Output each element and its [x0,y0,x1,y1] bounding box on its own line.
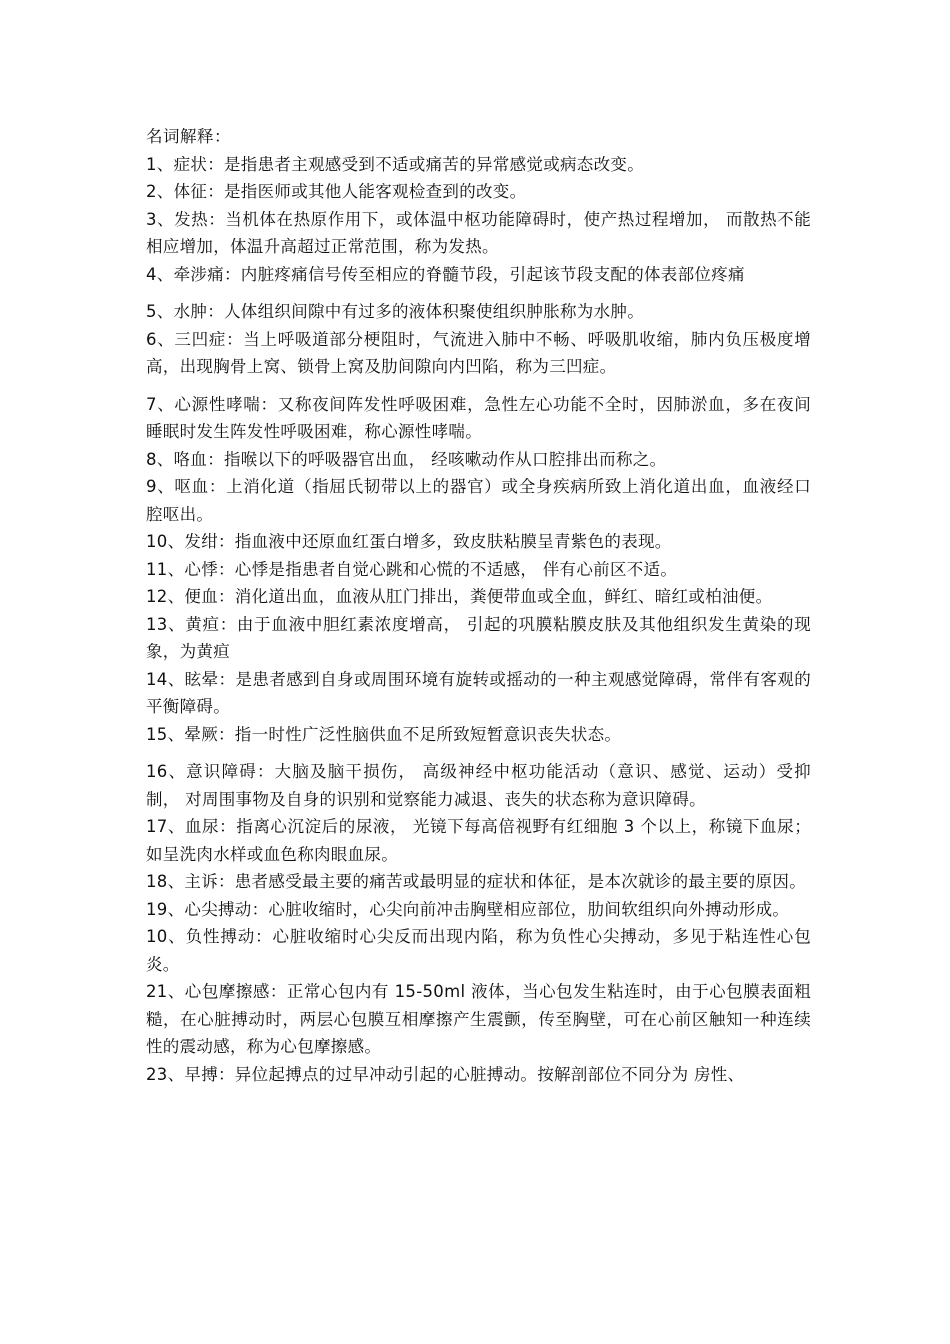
term-entry-5: 5、水肿：人体组织间隙中有过多的液体积聚使组织肿胀称为水肿。 [146,302,644,321]
term-entry-19: 19、心尖搏动：心脏收缩时，心尖向前冲击胸壁相应部位，肋间软组织向外搏动形成。 [146,899,790,919]
term-entry-8: 8、咯血：指喉以下的呼吸器官出血， 经咳嗽动作从口腔排出而称之。 [146,449,667,469]
section-heading: 名词解释： [146,127,231,146]
term-entry-13: 13、黄疸：由于血液中胆红素浓度增高， 引起的巩膜粘膜皮肤及其他组织发生黄染的现象，为黄疸 [146,614,811,661]
term-entry-9: 9、呕血：上消化道（指屈氏韧带以上的器官）或全身疾病所致上消化道出血，血液经口腔呕出。 [146,477,811,524]
term-entry-23: 23、早搏：异位起搏点的过早冲动引起的心脏搏动。按解剖部位不同分为 房性、 [146,1064,745,1084]
term-entry-20: 10、负性搏动：心脏收缩时心尖反而出现内陷，称为负性心尖搏动，多见于粘连性心包炎。 [146,927,811,974]
term-entry-7: 7、心源性哮喘：又称夜间阵发性呼吸困难，急性左心功能不全时，因肺淤血，多在夜间睡眠时发生阵发性呼吸困难，称心源性哮喘。 [146,394,811,441]
term-entry-6: 6、三凹症：当上呼吸道部分梗阻时，气流进入肺中不畅、呼吸肌收缩，肺内负压极度增高，出现胸骨上窝、锁骨上窝及肋间隙向内凹陷，称为三凹症。 [146,329,811,376]
term-entry-4: 4、牵涉痛：内脏疼痛信号传至相应的脊髓节段，引起该节段支配的体表部位疼痛 [146,264,745,284]
term-entry-11: 11、心悸：心悸是指患者自觉心跳和心慌的不适感， 伴有心前区不适。 [146,559,678,579]
term-entry-10: 10、发绀：指血液中还原血红蛋白增多，致皮肤粘膜呈青紫色的表现。 [146,532,672,551]
term-entry-12: 12、便血：消化道出血，血液从肛门排出，粪便带血或全血，鲜红、暗红或柏油便。 [146,587,773,606]
term-entry-21: 21、心包摩擦感：正常心包内有 15-50ml 液体，当心包发生粘连时，由于心包膜表面粗糙，在心脏搏动时，两层心包膜互相摩擦产生震颤，传至胸壁，可在心前区触知一种连续性的震动感，称为心包摩擦感。 [146,982,811,1056]
term-entry-16: 16、意识障碍：大脑及脑干损伤， 高级神经中枢功能活动（意识、感觉、运动）受抑制， 对周围事物及自身的识别和觉察能力减退、丧失的状态称为意识障碍。 [146,762,811,809]
term-entry-3: 3、发热：当机体在热原作用下，或体温中枢功能障碍时，使产热过程增加， 而散热不能相应增加，体温升高超过正常范围，称为发热。 [146,209,811,256]
term-entry-2: 2、体征：是指医师或其他人能客观检查到的改变。 [146,182,527,201]
term-entry-18: 18、主诉：患者感受最主要的痛苦或最明显的症状和体征，是本次就诊的最主要的原因。 [146,872,806,891]
term-entry-1: 1、症状：是指患者主观感受到不适或痛苦的异常感觉或病态改变。 [146,154,644,174]
term-entry-17: 17、血尿：指离心沉淀后的尿液， 光镜下每高倍视野有红细胞 3 个以上，称镜下血尿；如呈洗肉水样或血色称肉眼血尿。 [146,817,811,864]
term-entry-15: 15、晕厥：指一时性广泛性脑供血不足所致短暂意识丧失状态。 [146,724,622,744]
term-entry-14: 14、眩晕：是患者感到自身或周围环境有旋转或摇动的一种主观感觉障碍，常伴有客观的平衡障碍。 [146,669,811,716]
document-page [146,123,811,1088]
